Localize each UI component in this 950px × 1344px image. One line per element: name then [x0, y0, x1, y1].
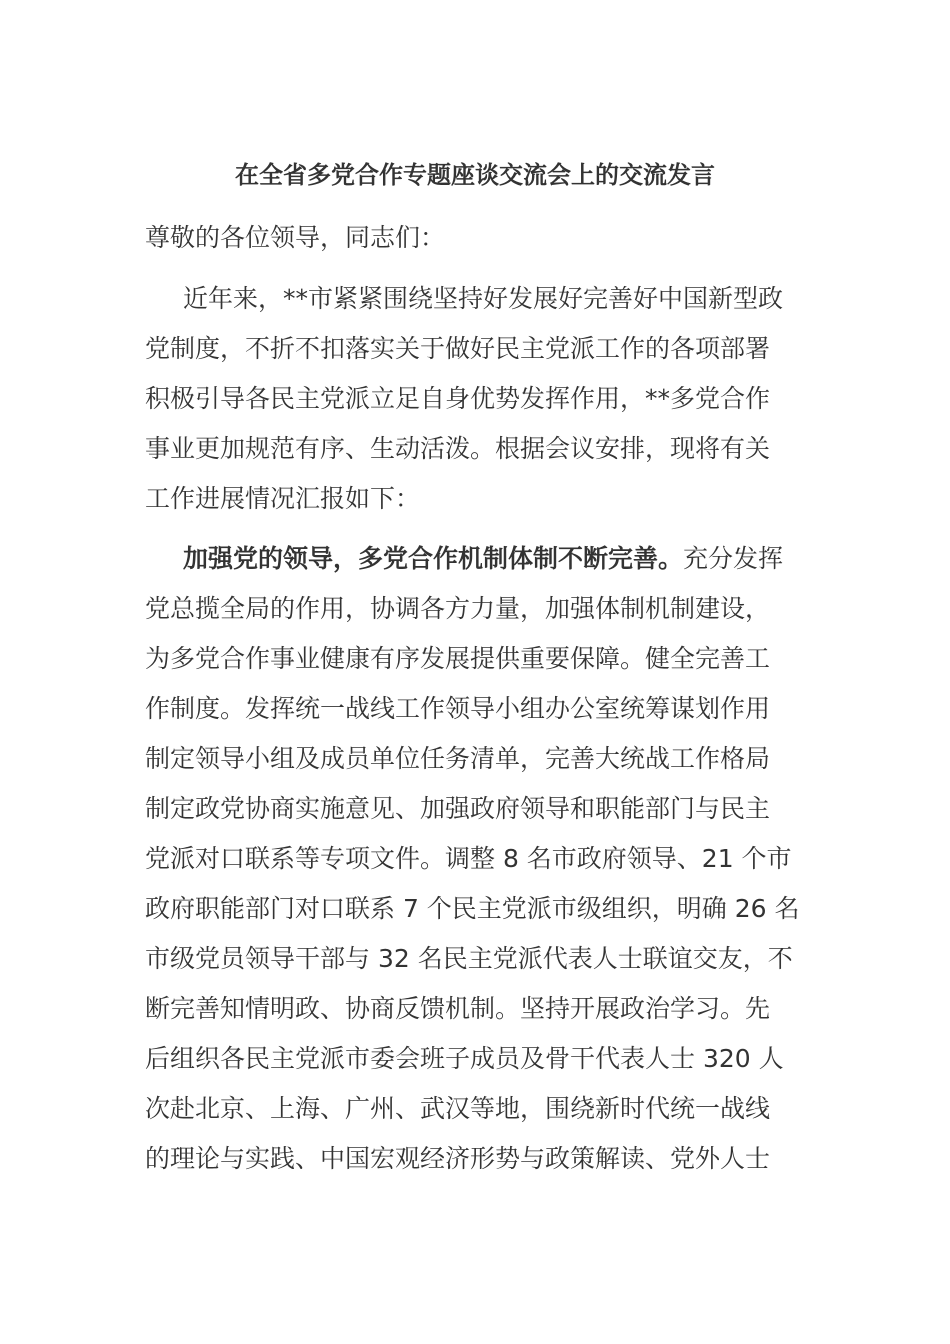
- paragraph-line: 党总揽全局的作用，协调各方力量，加强体制机制建设，: [145, 594, 771, 623]
- paragraph-line: 次赴北京、上海、广州、武汉等地，围绕新时代统一战线: [145, 1094, 771, 1123]
- paragraph-line: 积极引导各民主党派立足自身优势发挥作用，**多党合作: [145, 384, 771, 413]
- paragraph-line: 党派对口联系等专项文件。调整 8 名市政府领导、21 个市: [145, 844, 792, 873]
- paragraph-line: [145, 541, 815, 577]
- document-title: 在全省多党合作专题座谈交流会上的交流发言: [235, 161, 715, 189]
- paragraph-line: 为多党合作事业健康有序发展提供重要保障。健全完善工: [145, 644, 771, 673]
- paragraph-line: 断完善知情明政、协商反馈机制。坚持开展政治学习。先: [145, 994, 771, 1023]
- paragraph-line: 后组织各民主党派市委会班子成员及骨干代表人士 320 人: [145, 1044, 784, 1073]
- salutation: 尊敬的各位领导，同志们：: [145, 223, 446, 252]
- paragraph-line: 近年来，**市紧紧围绕坚持好发展好完善好中国新型政: [183, 284, 784, 313]
- paragraph-text: 充分发挥: [683, 544, 784, 573]
- paragraph-line: 党制度，不折不扣落实关于做好民主党派工作的各项部署: [145, 334, 771, 363]
- paragraph-line: 作制度。发挥统一战线工作领导小组办公室统筹谋划作用: [145, 694, 771, 723]
- paragraph-line: 制定领导小组及成员单位任务清单，完善大统战工作格局: [145, 744, 771, 773]
- paragraph-line: 市级党员领导干部与 32 名民主党派代表人士联谊交友，不: [145, 944, 793, 973]
- paragraph-line: 的理论与实践、中国宏观经济形势与政策解读、党外人士: [145, 1144, 771, 1173]
- paragraph-line: 制定政党协商实施意见、加强政府领导和职能部门与民主: [145, 794, 771, 823]
- paragraph-line: 工作进展情况汇报如下：: [145, 484, 421, 513]
- paragraph-line: 事业更加规范有序、生动活泼。根据会议安排，现将有关: [145, 434, 771, 463]
- section-heading: 加强党的领导，多党合作机制体制不断完善。: [183, 544, 684, 573]
- paragraph-line: 政府职能部门对口联系 7 个民主党派市级组织，明确 26 名: [145, 894, 800, 923]
